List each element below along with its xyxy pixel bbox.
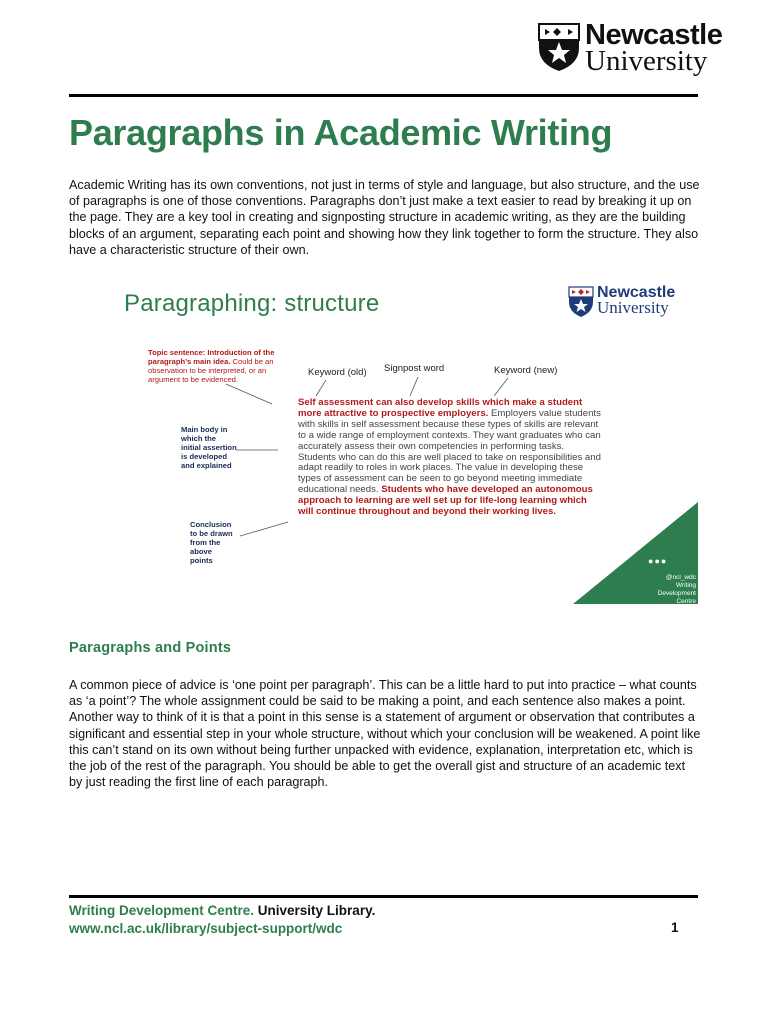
sample-paragraph	[298, 398, 604, 518]
footer-url[interactable]: www.ncl.ac.uk/library/subject-support/wdc	[69, 921, 343, 936]
signpost-connector	[410, 377, 418, 396]
social-handle: @ncl_wdc	[665, 574, 696, 581]
topic-connector	[226, 384, 272, 404]
section-paragraph: A common piece of advice is ‘one point per paragraph’. This can be a little hard to put into practice – what counts as ‘a point’? The whole assignment could be said to be making a point, and each sentence also makes a point. Another way to think of it is that a point in this sense is a statement of argument or observation that contributes a significant and essential step in your whole structure, without which your conclusion will be weakened. A point like this can’t stand on its own without being further unpacked with evidence, explanation, interpretation etc, which is the job of the rest of the paragraph. You should be able to get the overall gist and structure of an academic text by just reading the first line of each paragraph.	[69, 678, 701, 790]
twitter-icon: ●	[654, 556, 661, 566]
centre-name-line2: Centre	[676, 598, 696, 604]
crest-icon	[537, 22, 581, 72]
social-handle-block	[646, 574, 696, 604]
figure-logo-line2: University	[597, 298, 669, 317]
keyword-new-connector	[494, 378, 508, 396]
instagram-icon: ●	[660, 556, 668, 566]
footer-library: University Library.	[254, 903, 376, 918]
conclusion-connector	[240, 522, 288, 536]
intro-paragraph: Academic Writing has its own conventions, not just in terms of style and language, but also structure, and the use of paragraphs is one of those conventions. Paragraphs don’t just make a text easier to read by breaking it up on the page. They are a key tool in creating and signposting structure in academic writing, as they are the building blocks of an argument, separating each point and showing how they link together to form the structure. They also have a characteristic structure of their own.	[69, 178, 700, 257]
sample-topic-sentence: Self assessment can also develop skills which make a student more attractive to prospective employers.	[298, 397, 583, 419]
footer	[69, 902, 375, 938]
figure-title: Paragraphing: structure	[124, 290, 380, 317]
logo-line2: University	[585, 45, 708, 77]
keyword-old-connector	[316, 380, 326, 396]
social-icons	[648, 556, 667, 566]
logo-line1: Newcastle	[585, 19, 723, 51]
topic-annotation-bold: Topic sentence: Introduction of the paragraph’s main idea.	[148, 348, 275, 366]
figure-logo-line1: Newcastle	[597, 284, 676, 301]
centre-name-line1: Writing Development	[657, 582, 696, 597]
sample-conclusion: Students who have developed an autonomous approach to learning are well set up for life-long learning which will continue throughout and beyond their working lives.	[298, 484, 593, 518]
keyword-new-label: Keyword (new)	[494, 365, 558, 376]
signpost-word-label: Signpost word	[384, 363, 445, 374]
footer-divider	[69, 895, 698, 898]
sample-body: Employers value students with skills in self assessment because these types of skills are relevant to a wide range of employment contexts. They want graduates who can accurately assess their own competencies in performing tasks. Students who can do this are well placed to take on responsibilities and adapt readily to roles in work places. The value in developing these types of assessment can be seen to go beyond meeting immediate educational needs.	[298, 407, 601, 496]
topic-annotation-light: Could be an observation to be interpreted, or an argument to be evidenced.	[148, 357, 274, 384]
paragraph-structure-figure	[118, 278, 698, 604]
section-heading: Paragraphs and Points	[69, 640, 232, 656]
page-number: 1	[671, 920, 679, 935]
conclusion-annotation: Conclusion to be drawn from the above points	[190, 520, 233, 565]
keyword-old-label: Keyword (old)	[308, 367, 367, 378]
footer-centre: Writing Development Centre.	[69, 903, 255, 918]
facebook-icon: ●	[648, 556, 655, 566]
page-title: Paragraphs in Academic Writing	[69, 112, 613, 153]
header-divider	[69, 94, 698, 97]
main-body-annotation: Main body in which the initial assertion is developed and explained	[181, 425, 237, 470]
university-logo	[537, 20, 737, 78]
